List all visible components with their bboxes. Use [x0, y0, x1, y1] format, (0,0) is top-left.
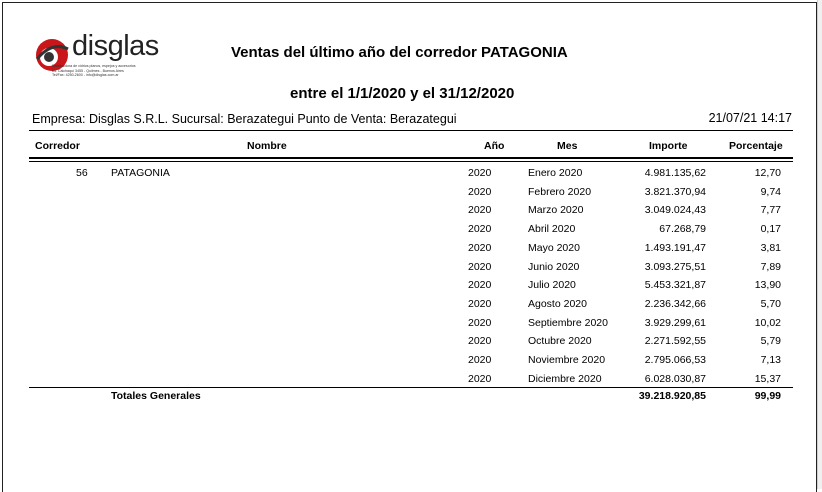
row-porcentaje: 10,02 — [754, 317, 781, 329]
row-importe: 3.049.024,43 — [644, 204, 706, 216]
totals-label: Totales Generales — [111, 390, 201, 402]
col-header-corredor: Corredor — [35, 140, 80, 152]
row-anio: 2020 — [468, 373, 492, 385]
report-date-range: entre el 1/1/2020 y el 31/12/2020 — [290, 85, 515, 102]
row-porcentaje: 5,70 — [760, 298, 781, 310]
col-header-nombre: Nombre — [247, 140, 287, 152]
col-header-anio: Año — [484, 140, 505, 152]
row-importe: 4.981.135,62 — [644, 167, 706, 179]
row-anio: 2020 — [468, 298, 492, 310]
row-importe: 2.271.592,55 — [644, 335, 706, 347]
row-mes: Marzo 2020 — [528, 204, 584, 216]
row-mes: Febrero 2020 — [528, 186, 592, 198]
row-anio: 2020 — [468, 167, 492, 179]
column-header-divider — [29, 157, 793, 159]
row-importe: 6.028.030,87 — [644, 373, 706, 385]
row-mes: Octubre 2020 — [528, 335, 592, 347]
corredor-id: 56 — [76, 167, 88, 179]
row-porcentaje: 7,13 — [760, 354, 781, 366]
row-importe: 1.493.191,47 — [644, 242, 706, 254]
vertical-scrollbar[interactable] — [817, 0, 822, 489]
row-anio: 2020 — [468, 279, 492, 291]
row-anio: 2020 — [468, 242, 492, 254]
row-porcentaje: 5,79 — [760, 335, 781, 347]
row-importe: 3.093.275,51 — [644, 261, 706, 273]
row-importe: 3.821.370,94 — [644, 186, 706, 198]
row-importe: 2.795.066,53 — [644, 354, 706, 366]
row-porcentaje: 0,17 — [760, 223, 781, 235]
totals-divider — [29, 387, 793, 388]
totals-importe: 39.218.920,85 — [638, 390, 706, 402]
row-porcentaje: 9,74 — [760, 186, 781, 198]
row-porcentaje: 3,81 — [760, 242, 781, 254]
row-mes: Junio 2020 — [528, 261, 580, 273]
col-header-importe: Importe — [649, 140, 688, 152]
row-importe: 5.453.321,87 — [644, 279, 706, 291]
row-anio: 2020 — [468, 204, 492, 216]
row-importe: 2.236.342,66 — [644, 298, 706, 310]
row-mes: Abril 2020 — [528, 223, 576, 235]
row-mes: Agosto 2020 — [528, 298, 587, 310]
row-porcentaje: 7,89 — [760, 261, 781, 273]
row-mes: Septiembre 2020 — [528, 317, 608, 329]
col-header-porcentaje: Porcentaje — [729, 140, 783, 152]
column-header-divider-2 — [29, 161, 793, 162]
row-anio: 2020 — [468, 223, 492, 235]
row-anio: 2020 — [468, 317, 492, 329]
print-timestamp: 21/07/21 14:17 — [708, 111, 792, 125]
row-anio: 2020 — [468, 354, 492, 366]
row-mes: Diciembre 2020 — [528, 373, 602, 385]
logo-wordmark: disglas — [72, 30, 159, 62]
row-mes: Mayo 2020 — [528, 242, 580, 254]
company-logo — [32, 30, 172, 85]
row-porcentaje: 12,70 — [754, 167, 781, 179]
col-header-mes: Mes — [557, 140, 578, 152]
row-importe: 67.268,79 — [659, 223, 706, 235]
row-mes: Noviembre 2020 — [528, 354, 606, 366]
row-anio: 2020 — [468, 261, 492, 273]
row-porcentaje: 13,90 — [754, 279, 781, 291]
row-porcentaje: 15,37 — [754, 373, 781, 385]
row-mes: Julio 2020 — [528, 279, 576, 291]
row-importe: 3.929.299,61 — [644, 317, 706, 329]
header-divider — [29, 130, 793, 131]
company-info: Empresa: Disglas S.R.L. Sucursal: Berazategui Punto de Venta: Berazategui — [32, 112, 457, 126]
report-title: Ventas del último año del corredor PATAGONIA — [231, 44, 568, 61]
row-porcentaje: 7,77 — [760, 204, 781, 216]
row-anio: 2020 — [468, 186, 492, 198]
row-mes: Enero 2020 — [528, 167, 583, 179]
totals-porcentaje: 99,99 — [754, 390, 781, 402]
corredor-nombre: PATAGONIA — [111, 167, 170, 179]
row-anio: 2020 — [468, 335, 492, 347]
logo-address: Distribuidora de vidrios planos, espejos y accesorios Av. Calchaquí 3455 - Quilmes - Buenos Aires Tel/Fax: 4250-2600 - info@disglas.com.ar — [52, 64, 136, 78]
